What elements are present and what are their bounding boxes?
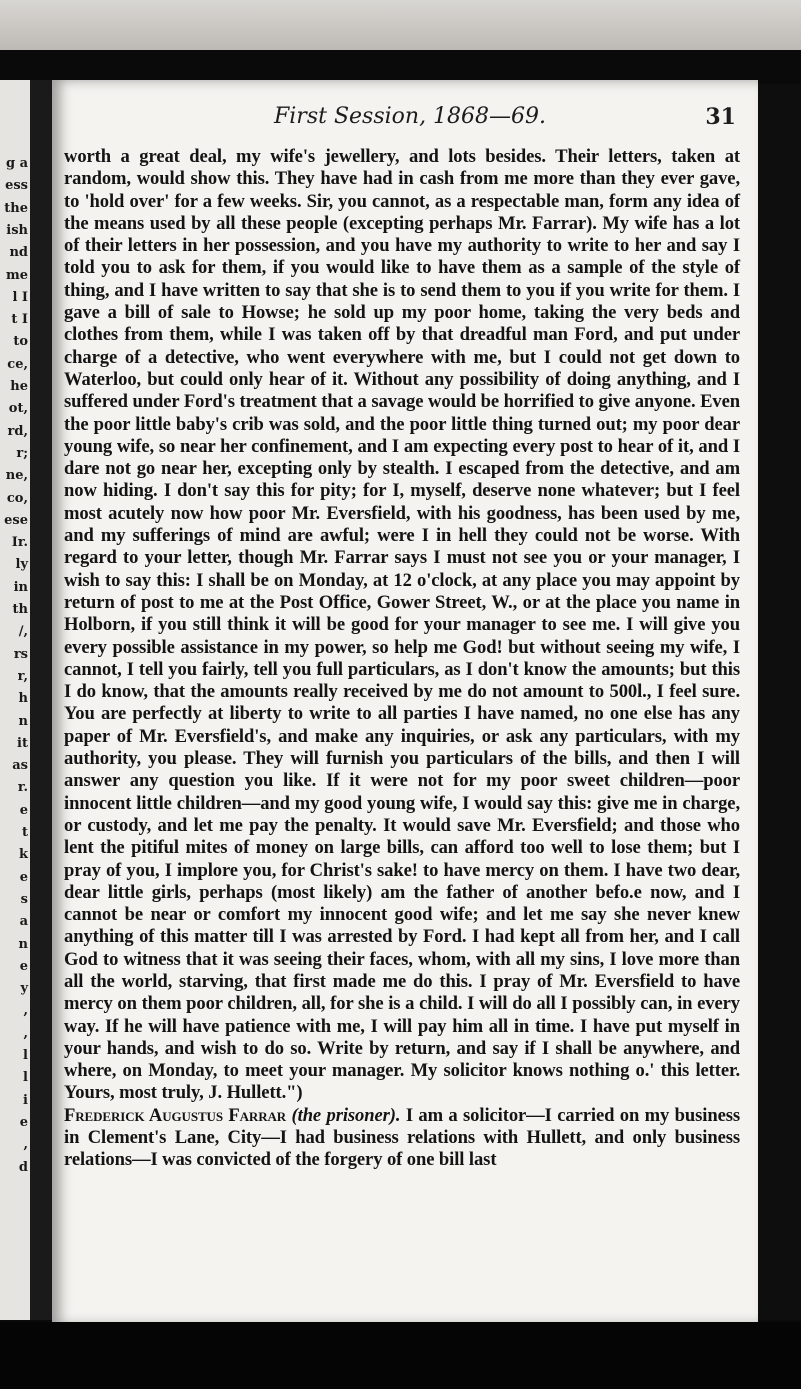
facing-page-edge — [0, 80, 30, 1320]
facing-page-fragment: l I — [12, 289, 28, 305]
facing-page-fragment: l — [23, 1070, 28, 1086]
facing-page-fragment: ly — [15, 557, 28, 573]
facing-page-fragment: h — [18, 691, 28, 707]
facing-page-fragment: g a — [5, 156, 28, 171]
facing-page-fragment: rs — [13, 646, 28, 662]
facing-page-fragment: t — [21, 825, 28, 840]
testimony-paragraph — [64, 1105, 740, 1172]
scanner-background — [0, 0, 801, 50]
testimony-text: I am a solicitor—I carried on my business in Clement's Lane, City—I had business relations with Hullett, and only business relations—I was convicted of the forgery of one bill last — [64, 1104, 740, 1171]
facing-page-fragment: s — [20, 891, 28, 907]
facing-page-fragment: n — [18, 936, 28, 952]
facing-page-fragment: /, — [18, 624, 28, 640]
facing-page-fragment: e — [19, 869, 28, 885]
scanner-bottom — [0, 1322, 801, 1389]
facing-page-fragment: y — [20, 981, 28, 997]
facing-page-fragment: th — [12, 602, 28, 617]
facing-page-fragment: t I — [11, 312, 28, 328]
book-page — [52, 80, 758, 1325]
facing-page-fragment: n — [18, 713, 28, 729]
facing-page-fragment: i — [23, 1092, 28, 1108]
facing-page-fragment: e — [19, 958, 28, 974]
book-gutter — [30, 80, 52, 1320]
facing-page-fragment: e — [19, 1114, 28, 1130]
facing-page-fragment: it — [17, 735, 28, 751]
speaker-name: Frederick Augustus Farrar — [64, 1104, 287, 1126]
facing-page-fragment: he — [10, 379, 28, 394]
facing-page-fragment: co, — [6, 490, 28, 506]
facing-page-fragment: k — [18, 847, 28, 863]
running-head: First Session, 1868—69. — [274, 104, 547, 129]
facing-page-fragment: e — [19, 802, 28, 818]
facing-page-fragment: l — [23, 1048, 28, 1063]
facing-page-fragment: me — [5, 267, 28, 283]
letter-paragraph: worth a great deal, my wife's jewellery, and lots besides. Their letters, taken at random, would show this. They have had in cash from me more than they ever gave, to 'hold over' for a few weeks. Sir, you cannot, as a respectable man, form any idea of the means used by all these people (excepting perhaps Mr. Farrar). My wife has a lot of their letters in her possession, and you have my authority to write to her and say I told you to ask for them, if you would like to have them as a sample of the style of thing, and I have written to say that she is to send them to you if you write for them. I gave a bill of sale to Howse; he sold up my poor home, taking the very beds and clothes from them, while I was taken off by that dreadful man Ford, and put under charge of a detective, who went everywhere with me, but I could not get down to Waterloo, but could only hear of it. Without any possibility of doing anything, and I suffered under Ford's treatment that a savage would be horrified to give anyone. Even the poor little baby's crib was sold, and the poor little thing turned out; my poor dear young wife, so near her confinement, and I am expecting every post to hear of it, and I dare not go near her, excepting only by stealth. I escaped from the detective, and am now hiding. I don't say this for pity; for I, myself, deserve none whatever; but I feel most acutely now how poor Mr. Eversfield, with his goodness, has been used by me, and my sufferings of mind are awful; were I in hell they could not be worse. With regard to your letter, though Mr. Farrar says I must not see you or your manager, I wish to say this: I shall be on Monday, at 12 o'clock, at any place you may appoint by return of post to me at the Post Office, Gower Street, W., or at the place you name in Holborn, if you still think it will be good for your manager to see me. I will give you every possible assistance in my power, so help me God! but without seeing my wife, I cannot, I tell you fairly, tell you full particulars, as I don't know the amounts; but this I do know, that the amounts really received by me do not amount to 500l., I feel sure. You are perfectly at liberty to write to all parties I have named, no one else has any paper of Mr. Eversfield's, and make any inquiries, or ask any particulars, with my authority, you please. They will furnish you particulars of the bills, and then I will answer any question you like. If it were not for my poor sweet children—poor innocent little children—and my good young wife, I would say this: give me in charge, or custody, and let me pay the penalty. It would save Mr. Eversfield; and those who lent the pitiful mites of money on large bills, can afford too well to lose them; but I pray of you, I implore you, for Christ's sake! to have mercy on them. I have two dear, dear little girls, perhaps (most likely) am the father of another befo.e now, and I cannot be near or comfort my innocent good wife; and let me say she never knew anything of this matter till I was arrested by Ford. I had kept all from her, and I call God to witness that it was seeing their faces, whom, with all my sins, I love more than all the world, starving, that first made me do this. I pray of Mr. Eversfield to have mercy on them poor children, all, for she is a child. I will do all I possibly can, in every way. If he will have patience with me, I will pay him all in time. I have put myself in your hands, and wish to do so. Write by return, and say if I shall be anywhere, and where, on Monday, to meet your manager. My solicitor knows nothing o.' this letter. Yours, most truly, J. Hullett.") — [64, 146, 740, 1104]
page-body — [64, 146, 740, 1172]
facing-page-fragment: ot, — [8, 401, 28, 417]
facing-page-fragment: , — [23, 1025, 28, 1041]
page-number: 31 — [705, 104, 736, 130]
facing-page-fragment: ne, — [5, 468, 28, 484]
facing-page-fragment: ese — [4, 512, 28, 528]
facing-page-fragment: r; — [16, 445, 28, 461]
facing-page-fragment: r, — [17, 668, 28, 684]
facing-page-fragment: in — [13, 579, 28, 595]
speaker-role: (the prisoner). — [291, 1104, 401, 1126]
facing-page-fragment: the — [4, 200, 28, 216]
facing-page-fragment: rd, — [7, 423, 28, 439]
facing-page-fragment: ce, — [7, 356, 28, 372]
facing-page-fragment: a — [19, 914, 28, 930]
facing-page-fragment: Ir. — [11, 535, 28, 551]
facing-page-fragment: as — [12, 758, 28, 774]
facing-page-fragment: ish — [6, 222, 28, 238]
facing-page-fragment: , — [23, 1003, 28, 1019]
facing-page-fragment: , — [23, 1137, 28, 1153]
facing-page-fragment: to — [13, 334, 28, 350]
facing-page-fragment: r. — [17, 780, 28, 796]
page-edge-shadow — [758, 84, 801, 1320]
page-header — [52, 104, 758, 136]
facing-page-fragment: d — [18, 1159, 28, 1175]
facing-page-fragment: ess — [5, 178, 28, 194]
facing-page-fragment: nd — [9, 245, 28, 261]
